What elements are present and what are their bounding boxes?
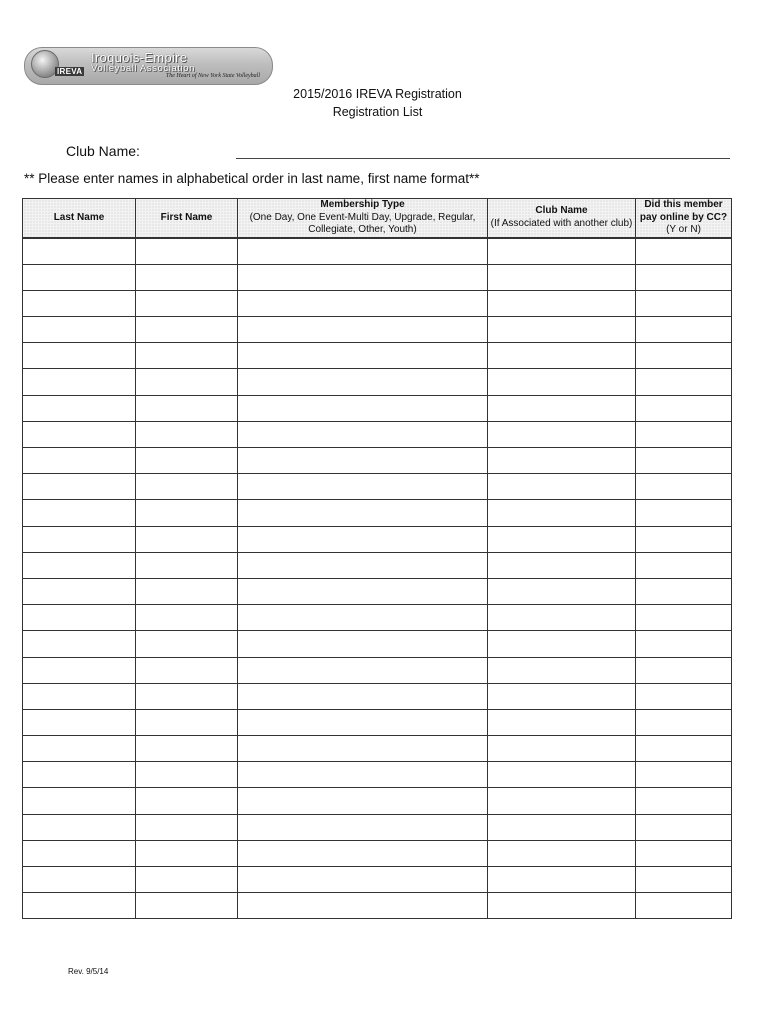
- last-name-cell[interactable]: [23, 500, 136, 526]
- table-row: [23, 578, 732, 604]
- table-row: [23, 317, 732, 343]
- membership-type-cell[interactable]: [238, 840, 488, 866]
- membership-type-cell[interactable]: [238, 526, 488, 552]
- club-name-cell[interactable]: [488, 448, 636, 474]
- club-name-cell[interactable]: [488, 605, 636, 631]
- club-name-cell[interactable]: [488, 290, 636, 316]
- document-title: 2015/2016 IREVA Registration: [293, 87, 462, 101]
- table-row: [23, 762, 732, 788]
- first-name-cell[interactable]: [136, 552, 238, 578]
- membership-type-cell[interactable]: [238, 369, 488, 395]
- logo-line-2: Volleyball Association: [91, 63, 196, 74]
- paid-online-cell[interactable]: [636, 395, 732, 421]
- club-name-cell[interactable]: [488, 657, 636, 683]
- table-row: [23, 867, 732, 893]
- first-name-cell[interactable]: [136, 893, 238, 919]
- club-name-field[interactable]: [236, 158, 730, 159]
- last-name-cell[interactable]: [23, 814, 136, 840]
- logo-tagline: The Heart of New York State Volleyball: [165, 73, 260, 79]
- first-name-cell[interactable]: [136, 840, 238, 866]
- column-subtitle: (Y or N): [666, 224, 701, 235]
- membership-type-cell[interactable]: [238, 605, 488, 631]
- first-name-cell[interactable]: [136, 474, 238, 500]
- last-name-cell[interactable]: [23, 526, 136, 552]
- membership-type-cell[interactable]: [238, 709, 488, 735]
- club-name-cell[interactable]: [488, 500, 636, 526]
- paid-online-cell[interactable]: [636, 500, 732, 526]
- first-name-cell[interactable]: [136, 736, 238, 762]
- table-row: [23, 657, 732, 683]
- last-name-cell[interactable]: [23, 395, 136, 421]
- club-name-cell[interactable]: [488, 631, 636, 657]
- first-name-cell[interactable]: [136, 317, 238, 343]
- membership-type-cell[interactable]: [238, 290, 488, 316]
- table-row: [23, 736, 732, 762]
- table-row: [23, 893, 732, 919]
- table-row: [23, 264, 732, 290]
- first-name-cell[interactable]: [136, 526, 238, 552]
- club-name-cell[interactable]: [488, 814, 636, 840]
- last-name-cell[interactable]: [23, 552, 136, 578]
- paid-online-cell[interactable]: [636, 317, 732, 343]
- first-name-cell[interactable]: [136, 762, 238, 788]
- membership-type-cell[interactable]: [238, 448, 488, 474]
- last-name-cell[interactable]: [23, 264, 136, 290]
- paid-online-cell[interactable]: [636, 762, 732, 788]
- column-header-first-name: [136, 199, 238, 238]
- club-name-cell[interactable]: [488, 238, 636, 265]
- paid-online-cell[interactable]: [636, 788, 732, 814]
- membership-type-cell[interactable]: [238, 421, 488, 447]
- club-name-cell[interactable]: [488, 421, 636, 447]
- column-title: Last Name: [53, 211, 105, 223]
- club-name-cell[interactable]: [488, 683, 636, 709]
- table-row: [23, 238, 732, 265]
- club-name-cell[interactable]: [488, 369, 636, 395]
- paid-online-cell[interactable]: [636, 840, 732, 866]
- membership-type-cell[interactable]: [238, 317, 488, 343]
- membership-type-cell[interactable]: [238, 343, 488, 369]
- club-name-cell[interactable]: [488, 788, 636, 814]
- club-name-cell[interactable]: [488, 578, 636, 604]
- membership-type-cell[interactable]: [238, 893, 488, 919]
- column-title: Membership Type: [320, 199, 405, 210]
- club-name-cell[interactable]: [488, 840, 636, 866]
- paid-online-cell[interactable]: [636, 578, 732, 604]
- first-name-cell[interactable]: [136, 264, 238, 290]
- membership-type-cell[interactable]: [238, 500, 488, 526]
- paid-online-cell[interactable]: [636, 631, 732, 657]
- column-title: Club Name: [535, 205, 588, 217]
- last-name-cell[interactable]: [23, 631, 136, 657]
- paid-online-cell[interactable]: [636, 290, 732, 316]
- club-name-cell[interactable]: [488, 526, 636, 552]
- club-name-cell[interactable]: [488, 395, 636, 421]
- first-name-cell[interactable]: [136, 867, 238, 893]
- club-name-cell[interactable]: [488, 736, 636, 762]
- logo-badge: IREVA: [57, 67, 83, 76]
- table-row: [23, 631, 732, 657]
- table-row: [23, 448, 732, 474]
- first-name-cell[interactable]: [136, 448, 238, 474]
- table-row: [23, 369, 732, 395]
- table-header-row: [23, 199, 732, 238]
- paid-online-cell[interactable]: [636, 421, 732, 447]
- table-row: [23, 526, 732, 552]
- first-name-cell[interactable]: [136, 657, 238, 683]
- document-subtitle: Registration List: [332, 105, 423, 119]
- first-name-cell[interactable]: [136, 788, 238, 814]
- first-name-cell[interactable]: [136, 238, 238, 265]
- ireva-logo: [24, 47, 273, 85]
- table-row: [23, 552, 732, 578]
- membership-type-cell[interactable]: [238, 395, 488, 421]
- instruction-text: ** Please enter names in alphabetical order in last name, first name format**: [24, 171, 480, 186]
- table-row: [23, 474, 732, 500]
- column-subtitle: (If Associated with another club): [490, 217, 633, 229]
- last-name-cell[interactable]: [23, 448, 136, 474]
- revision-note: Rev. 9/5/14: [68, 967, 109, 976]
- membership-type-cell[interactable]: [238, 238, 488, 265]
- last-name-cell[interactable]: [23, 893, 136, 919]
- paid-online-cell[interactable]: [636, 605, 732, 631]
- last-name-cell[interactable]: [23, 657, 136, 683]
- club-name-cell[interactable]: [488, 264, 636, 290]
- table-row: [23, 840, 732, 866]
- last-name-cell[interactable]: [23, 290, 136, 316]
- club-name-cell[interactable]: [488, 893, 636, 919]
- table-row: [23, 605, 732, 631]
- club-name-cell[interactable]: [488, 317, 636, 343]
- last-name-cell[interactable]: [23, 867, 136, 893]
- column-subtitle: (One Day, One Event-Multi Day, Upgrade, Regular, Collegiate, Other, Youth): [249, 211, 476, 235]
- club-name-label: Club Name:: [66, 143, 140, 159]
- table-row: [23, 683, 732, 709]
- paid-online-cell[interactable]: [636, 343, 732, 369]
- paid-online-cell[interactable]: [636, 867, 732, 893]
- first-name-cell[interactable]: [136, 290, 238, 316]
- first-name-cell[interactable]: [136, 605, 238, 631]
- last-name-cell[interactable]: [23, 369, 136, 395]
- logo-line-1: Iroquois-Empire: [91, 50, 188, 65]
- club-name-cell[interactable]: [488, 474, 636, 500]
- club-name-cell[interactable]: [488, 552, 636, 578]
- first-name-cell[interactable]: [136, 500, 238, 526]
- table-body: [23, 238, 732, 919]
- last-name-cell[interactable]: [23, 317, 136, 343]
- membership-type-cell[interactable]: [238, 264, 488, 290]
- membership-type-cell[interactable]: [238, 814, 488, 840]
- membership-type-cell[interactable]: [238, 474, 488, 500]
- paid-online-cell[interactable]: [636, 448, 732, 474]
- paid-online-cell[interactable]: [636, 657, 732, 683]
- table-row: [23, 395, 732, 421]
- registration-table: [22, 198, 732, 919]
- table-row: [23, 290, 732, 316]
- first-name-cell[interactable]: [136, 814, 238, 840]
- last-name-cell[interactable]: [23, 421, 136, 447]
- last-name-cell[interactable]: [23, 474, 136, 500]
- first-name-cell[interactable]: [136, 421, 238, 447]
- club-name-cell[interactable]: [488, 867, 636, 893]
- table-row: [23, 709, 732, 735]
- paid-online-cell[interactable]: [636, 709, 732, 735]
- club-name-cell[interactable]: [488, 762, 636, 788]
- first-name-cell[interactable]: [136, 683, 238, 709]
- column-header-paid-online: [636, 199, 732, 238]
- paid-online-cell[interactable]: [636, 526, 732, 552]
- paid-online-cell[interactable]: [636, 736, 732, 762]
- table-row: [23, 343, 732, 369]
- column-header-last-name: [23, 199, 136, 238]
- paid-online-cell[interactable]: [636, 814, 732, 840]
- first-name-cell[interactable]: [136, 631, 238, 657]
- column-title: First Name: [160, 211, 213, 223]
- last-name-cell[interactable]: [23, 762, 136, 788]
- last-name-cell[interactable]: [23, 736, 136, 762]
- paid-online-cell[interactable]: [636, 893, 732, 919]
- table-row: [23, 421, 732, 447]
- column-title: Did this member pay online by CC?: [639, 199, 728, 223]
- paid-online-cell[interactable]: [636, 264, 732, 290]
- table-row: [23, 788, 732, 814]
- membership-type-cell[interactable]: [238, 552, 488, 578]
- last-name-cell[interactable]: [23, 788, 136, 814]
- membership-type-cell[interactable]: [238, 788, 488, 814]
- membership-type-cell[interactable]: [238, 631, 488, 657]
- membership-type-cell[interactable]: [238, 736, 488, 762]
- paid-online-cell[interactable]: [636, 369, 732, 395]
- membership-type-cell[interactable]: [238, 683, 488, 709]
- first-name-cell[interactable]: [136, 369, 238, 395]
- membership-type-cell[interactable]: [238, 657, 488, 683]
- last-name-cell[interactable]: [23, 343, 136, 369]
- paid-online-cell[interactable]: [636, 238, 732, 265]
- first-name-cell[interactable]: [136, 395, 238, 421]
- table-row: [23, 814, 732, 840]
- last-name-cell[interactable]: [23, 238, 136, 265]
- last-name-cell[interactable]: [23, 709, 136, 735]
- paid-online-cell[interactable]: [636, 474, 732, 500]
- column-header-club-name: [488, 199, 636, 238]
- paid-online-cell[interactable]: [636, 552, 732, 578]
- first-name-cell[interactable]: [136, 343, 238, 369]
- membership-type-cell[interactable]: [238, 762, 488, 788]
- last-name-cell[interactable]: [23, 605, 136, 631]
- last-name-cell[interactable]: [23, 840, 136, 866]
- first-name-cell[interactable]: [136, 578, 238, 604]
- club-name-cell[interactable]: [488, 343, 636, 369]
- last-name-cell[interactable]: [23, 683, 136, 709]
- first-name-cell[interactable]: [136, 709, 238, 735]
- table-row: [23, 500, 732, 526]
- column-header-membership-type: [238, 199, 488, 238]
- last-name-cell[interactable]: [23, 578, 136, 604]
- club-name-cell[interactable]: [488, 709, 636, 735]
- membership-type-cell[interactable]: [238, 578, 488, 604]
- membership-type-cell[interactable]: [238, 867, 488, 893]
- paid-online-cell[interactable]: [636, 683, 732, 709]
